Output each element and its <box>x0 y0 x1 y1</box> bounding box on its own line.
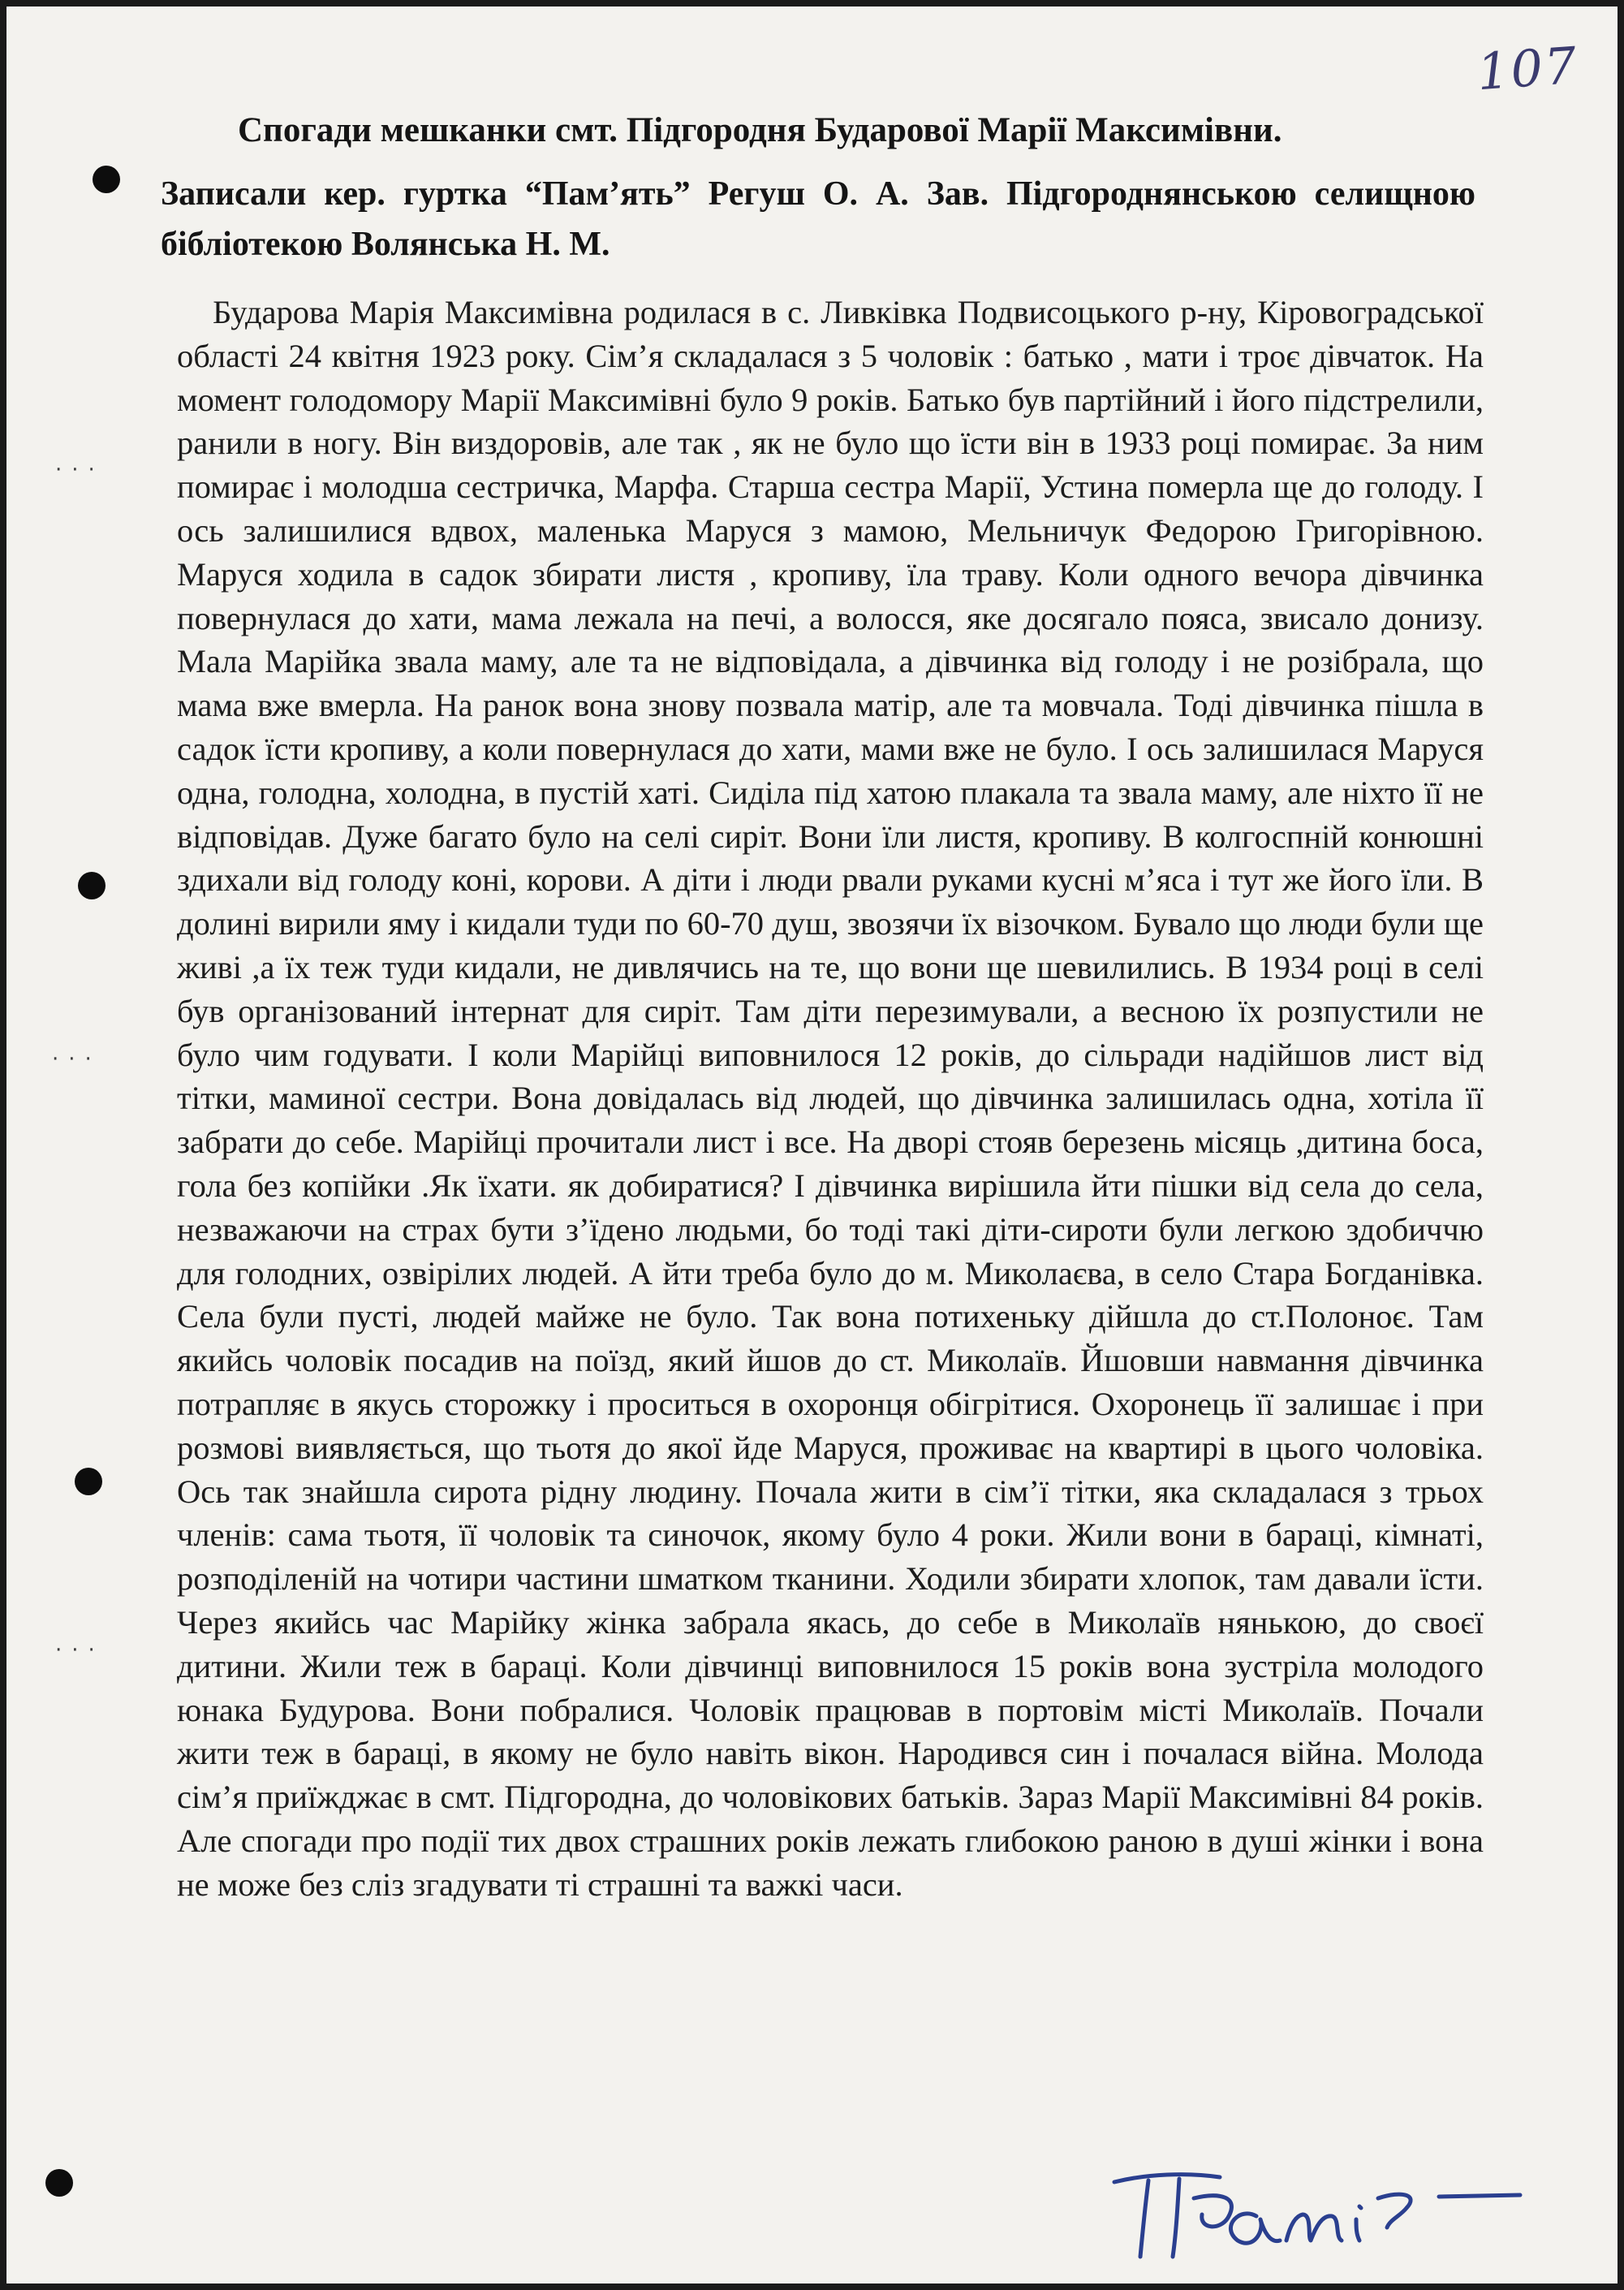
recorders-line: Записали кер. гуртка “Пам’ять” Регуш О. А. Зав. Підгороднянською селищною бібліотекою Волянська Н. М. <box>161 175 1475 263</box>
body-paragraph: Бударова Марія Максимівна родилася в с. Ливківка Подвисоцького р-ну, Кіровоградської області 24 квітня 1923 року. Сім’я складалася з 5 чоловік : батько , мати і троє дівчаток. На момент голодомору Марії Максимівні було 9 років. Батько був партійний і його підстрелили, ранили в ногу. Він виздоровів, але так , як не було що їсти він в 1933 році помирає. За ним помирає і молодша сестричка, Марфа. Старша сестра Марії, Устина померла ще до голоду. І ось залишилися вдвох, маленька Маруся з мамою, Мельничук Федорою Григорівною. Маруся ходила в садок збирати листя , кропиву, їла траву. Коли одного вечора дівчинка повернулася до хати, мама лежала на печі, а волосся, яке досягало пояса, звисало донизу. Мала Марійка звала маму, але та не відповідала, а дівчинка від голоду і не розібрала, що мама вже вмерла. На ранок вона знову позвала матір, але та мовчала. Тоді дівчинка пішла в садок їсти кропиву, а коли повернулася до хати, мами вже не було. І ось залишилася Маруся одна, голодна, холодна, в пустій хаті. Сиділа під хатою плакала та звала маму, але ніхто її не відповідав. Дуже багато було на селі сиріт. Вони їли листя, кропиву. В колгоспній конюшні здихали від голоду коні, корови. А діти і люди рвали руками кусні м’яса і тут же його їли. В долині вирили яму і кидали туди по 60-70 душ, звозячи їх візочком. Бувало що люди були ще живі ,а їх теж туди кидали, не дивлячись на те, що вони ще шевилились. В 1934 році в селі був організований інтернат для сиріт. Там діти перезимували, а весною їх розпустили не було чим годувати. І коли Марійці виповнилося 12 років, до сільради надійшов лист від тітки, маминої сестри. Вона довідалась від людей, що дівчинка залишилась одна, хотіла її забрати до себе. Марійці прочитали лист і все. На дворі стояв березень місяць ,дитина боса, гола без копійки .Як їхати. як добиратися? І дівчинка вирішила йти пішки від села до села, незважаючи на страх бути з’їдено людьми, бо тоді такі діти-сироти були легкою здобиччю для голодних, озвірілих людей. А йти треба було до м. Миколаєва, в село Стара Богданівка. Села були пусті, людей майже не було. Так вона потихеньку дійшла до ст.Полоноє. Там якийсь чоловік посадив на поїзд, який йшов до ст. Миколаїв. Йшовши навмання дівчинка потрапляє в якусь сторожку і проситься в охоронця обігрітися. Охоронець її залишає і при розмові виявляється, що тьотя до якої йде Маруся, проживає на квартирі в цього чоловіка. Ось так знайшла сирота рідну людину. Почала жити в сім’ї тітки, яка складалася з трьох членів: сама тьотя, її чоловік та синочок, якому було 4 роки. Жили вони в бараці, кімнаті, розподіленій на чотири частини шматком тканини. Ходили збирати хлопок, там давали їсти. Через якийсь час Марійку жінка забрала якась, до себе в Миколаїв нянькою, до своєї дитини. Жили теж в бараці. Коли дівчинці виповнилося 15 років вона зустріла молодого юнака Будурова. Вони побралися. Чоловік працював в портовім місті Миколаїв. Почали жити теж в бараці, в якому не було навіть вікон. Народився син і почалася війна. Молода сім’я приїжджає в смт. Підгородна, до чоловікових батьків. Зараз Марії Максимівні 84 років. Але спогади про події тих двох страшних років лежать глибокою раною в душі жінки і вона не може без сліз згадувати ті страшні та важкі часи. <box>177 294 1484 1903</box>
document-page <box>6 6 1618 2284</box>
document-title: Спогади мешканки смт. Підгородня Бударової Марії Максимівни. <box>238 111 1282 149</box>
punch-hole <box>45 2169 73 2197</box>
signature <box>1098 2150 1553 2271</box>
margin-marks: ··· <box>55 1638 105 1663</box>
margin-marks: ··· <box>55 458 105 482</box>
page-number: 107 <box>1475 35 1580 102</box>
punch-hole <box>78 872 106 899</box>
punch-hole <box>93 166 120 193</box>
margin-marks: ··· <box>52 1047 101 1072</box>
punch-hole <box>75 1468 102 1495</box>
